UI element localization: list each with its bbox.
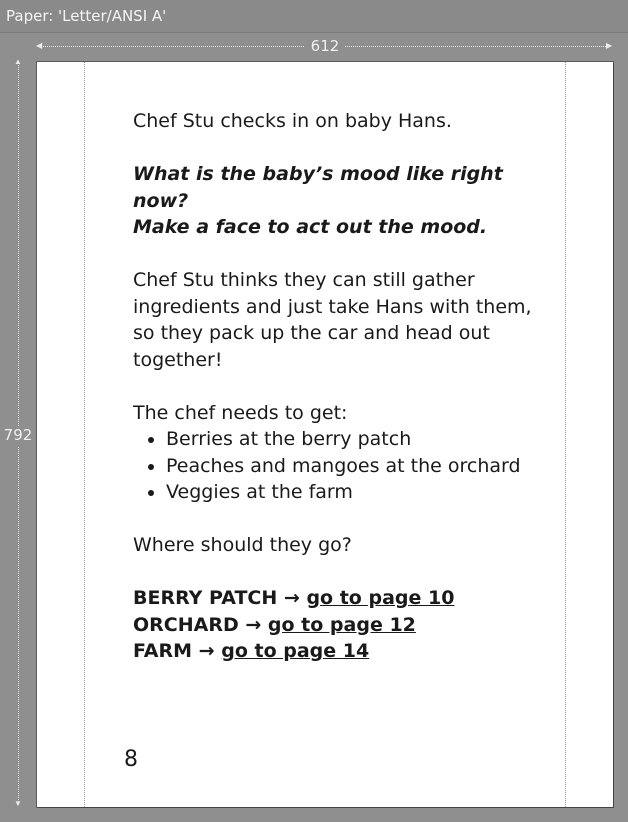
choice-label: ORCHARD <box>133 613 239 636</box>
left-margin-guide[interactable] <box>84 62 85 807</box>
choice-link[interactable]: go to page 12 <box>267 613 416 636</box>
width-label: 612 <box>305 37 345 57</box>
list-intro: The chef needs to get: <box>133 401 348 424</box>
left-arrow-icon: ◀ <box>36 41 43 50</box>
choice-orchard <box>133 612 533 639</box>
list-item: • Berries at the berry patch <box>166 426 533 453</box>
intro-text: Chef Stu checks in on baby Hans. <box>133 110 452 132</box>
prompt-line-1: What is the baby’s mood like right now? <box>133 163 503 212</box>
choice-label: FARM <box>133 640 193 662</box>
down-arrow-icon: ▼ <box>14 799 22 808</box>
arrow-icon: → <box>198 640 215 662</box>
up-arrow-icon: ▲ <box>14 57 22 66</box>
height-label: 792 <box>0 426 36 446</box>
page-content <box>133 108 533 665</box>
list-item: • Peaches and mangoes at the orchard <box>166 453 533 480</box>
story-text: Chef Stu thinks they can still gather ingredients and just take Hans with them, so they pack up the car and head out together! <box>133 269 532 371</box>
arrow-icon: → <box>283 587 300 609</box>
question-text: Where should they go? <box>133 534 352 556</box>
window-titlebar <box>0 0 628 33</box>
window-title: Paper: 'Letter/ANSI A' <box>6 7 167 25</box>
choice-farm <box>133 638 533 665</box>
choice-label: BERRY PATCH <box>133 587 278 609</box>
choice-link[interactable]: go to page 14 <box>221 640 370 662</box>
right-margin-guide[interactable] <box>565 62 566 807</box>
list-item: • Veggies at the farm <box>166 479 533 506</box>
choice-link[interactable]: go to page 10 <box>306 587 455 609</box>
prompt-line-2: Make a face to act out the mood. <box>133 216 488 238</box>
page-number: 8 <box>124 747 138 772</box>
arrow-icon: → <box>245 613 262 636</box>
choice-berry-patch <box>133 585 533 612</box>
ingredient-list <box>133 426 533 506</box>
right-arrow-icon: ▶ <box>606 41 613 50</box>
paper-page[interactable] <box>37 62 613 807</box>
